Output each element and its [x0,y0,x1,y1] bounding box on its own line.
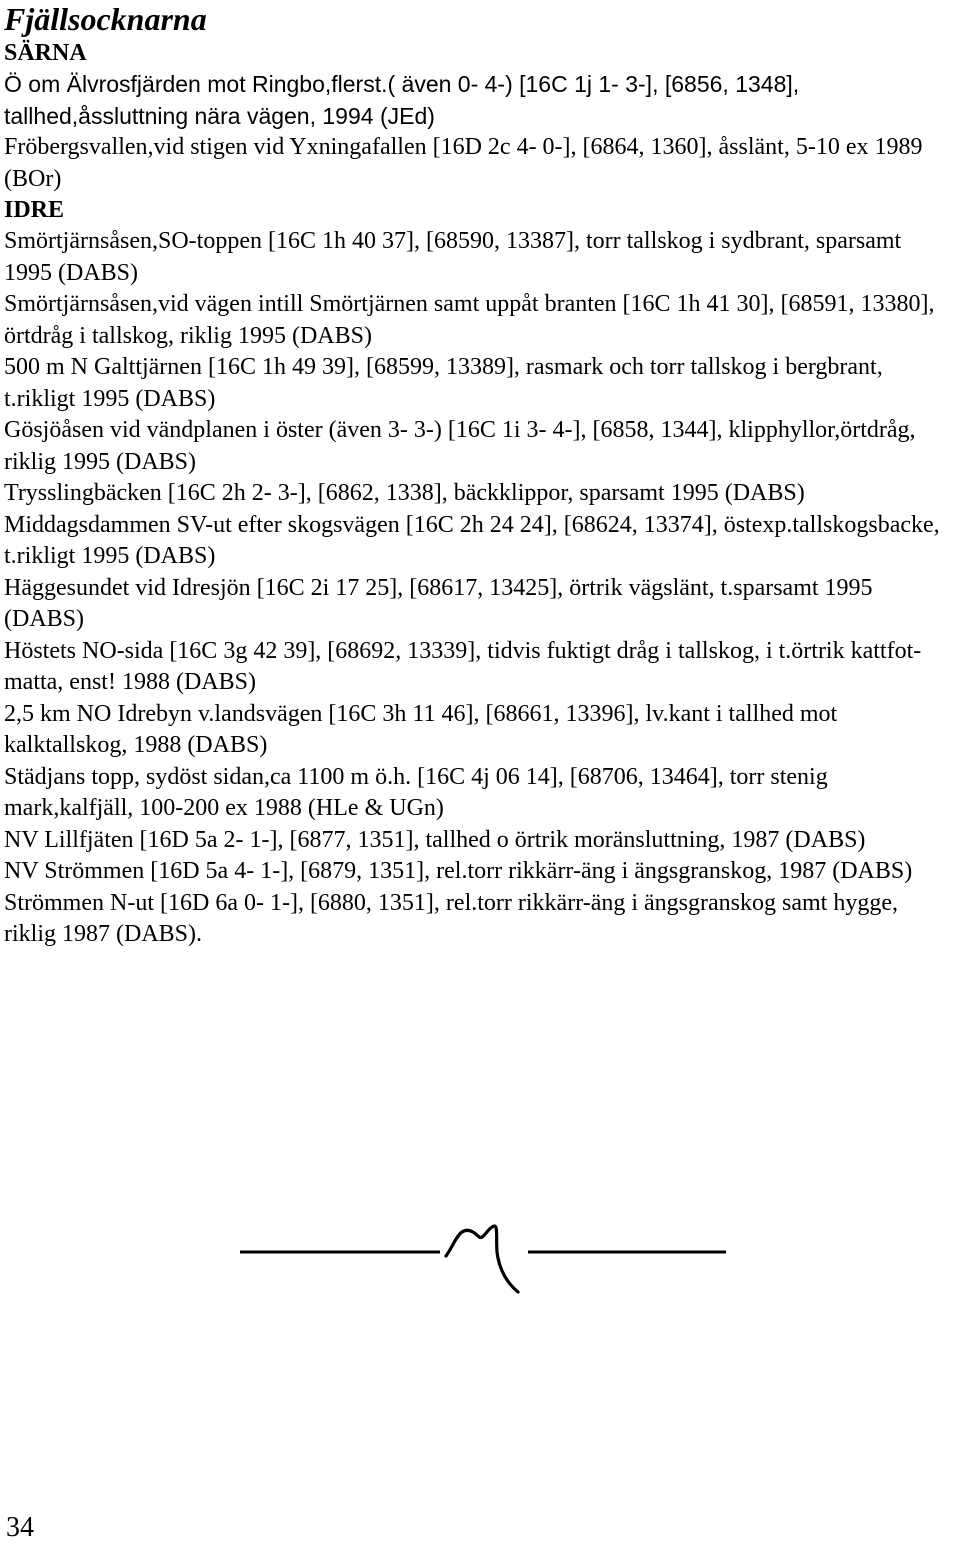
page-number: 34 [6,1512,34,1543]
section-heading-idre: IDRE [4,197,65,223]
document-title: Fjällsocknarna [4,1,207,37]
entry-text: Höstets NO-sida [16C 3g 42 39], [68692, 13339], tidvis fuktigt dråg i tallskog, i t.örtrik kattfot-matta, enst! 1988 (DABS) [4,637,922,695]
entry-text: 2,5 km NO Idrebyn v.landsvägen [16C 3h 11 46], [68661, 13396], lv.kant i tallhed mot kalktallskog, 1988 (DABS) [4,700,838,758]
decorative-divider [0,1218,960,1308]
section-heading-sarna: SÄRNA [4,40,87,66]
entry-text: Städjans topp, sydöst sidan,ca 1100 m ö.h. [16C 4j 06 14], [68706, 13464], torr stenig mark,kalfjäll, 100-200 ex 1988 (HLe & UGn) [4,763,828,821]
entry-text: Fröbergsvallen,vid stigen vid Yxningafallen [16D 2c 4- 0-], [6864, 1360], åsslänt, 5-10 ex 1989 (BOr) [4,134,923,192]
entry-text: 500 m N Galttjärnen [16C 1h 49 39], [68599, 13389], rasmark och torr tallskog i bergbrant, t.rikligt 1995 (DABS) [4,354,883,412]
entry-text: Trysslingbäcken [16C 2h 2- 3-], [6862, 1338], bäckklippor, sparsamt 1995 (DABS) [4,480,805,506]
entry-text: Strömmen N-ut [16D 6a 0- 1-], [6880, 1351], rel.torr rikkärr-äng i ängsgranskog samt hygge, riklig 1987 (DABS). [4,889,898,947]
entry-text: NV Lillfjäten [16D 5a 2- 1-], [6877, 1351], tallhed o örtrik moränsluttning, 1987 (DABS) [4,826,866,853]
document-page [4,0,954,951]
entry-text: Smörtjärnsåsen,vid vägen intill Smörtjärnen samt uppåt branten [16C 1h 41 30], [68591, 13380], örtdråg i tallskog, riklig 1995 (DABS) [4,291,935,349]
entry-text: Ö om Älvrosfjärden mot Ringbo,flerst.( även 0- 4-) [16C 1j 1- 3-], [6856, 1348], tallhed,åssluttning nära vägen, 1994 (JEd) [4,71,800,129]
entry-text: Häggesundet vid Idresjön [16C 2i 17 25], [68617, 13425], örtrik vägslänt, t.sparsamt 1995 (DABS) [4,574,873,632]
entry-text: NV Strömmen [16D 5a 4- 1-], [6879, 1351], rel.torr rikkärr-äng i ängsgranskog, 1987 (DABS) [4,858,913,884]
entry-text: Smörtjärnsåsen,SO-toppen [16C 1h 40 37], [68590, 13387], torr tallskog i sydbrant, sparsamt 1995 (DABS) [4,228,902,286]
entry-text: Gösjöåsen vid vändplanen i öster (även 3- 3-) [16C 1i 3- 4-], [6858, 1344], klipphyllor,örtdråg, riklig 1995 (DABS) [4,417,916,475]
entry-text: Middagsdammen SV-ut efter skogsvägen [16C 2h 24 24], [68624, 13374], östexp.tallskogsbacke, t.rikligt 1995 (DABS) [4,511,940,569]
divider-ornament-icon [446,1226,518,1292]
